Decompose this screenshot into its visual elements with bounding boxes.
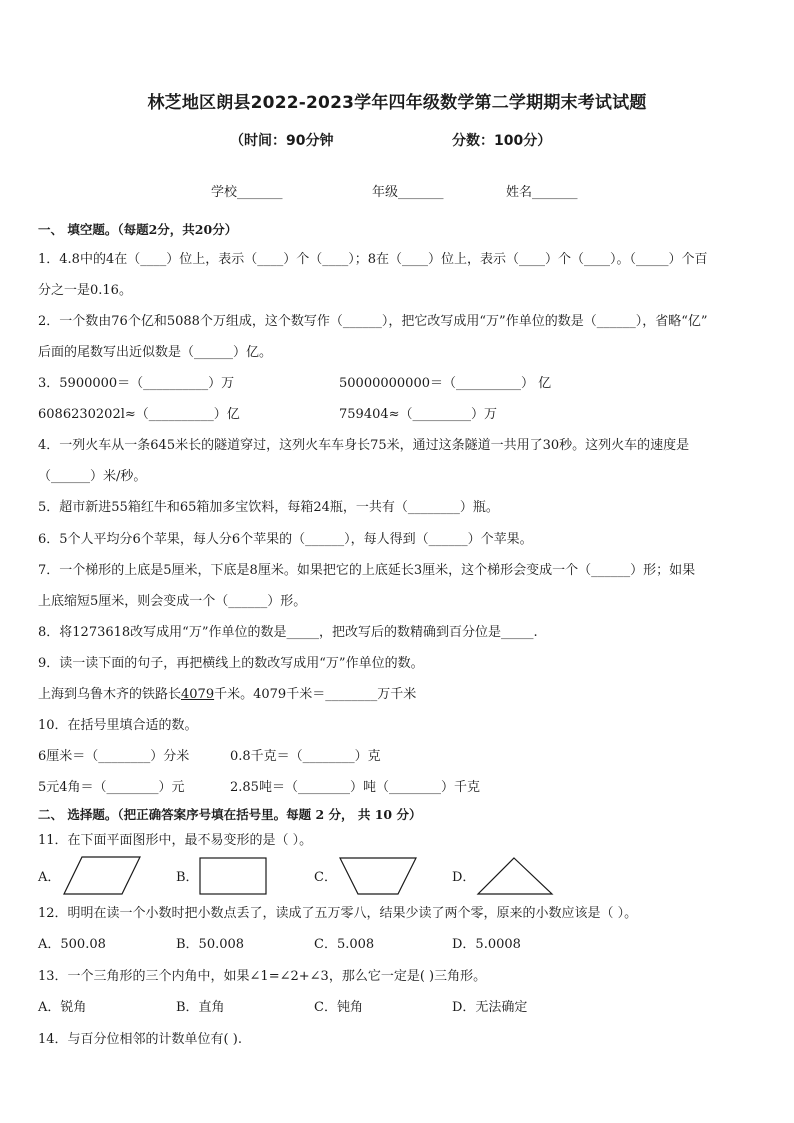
question-12: 12．明明在读一个小数时把小数点丢了，读成了五万零八，结果少读了两个零，原来的小数应该是（ ）。: [38, 906, 638, 921]
question-11-option-d: D．: [452, 870, 476, 885]
question-1-line-1: 1．4.8中的4在（____）位上，表示（____）个（____）；8在（____）位上，表示（____）个（____）。（_____）个百: [38, 252, 708, 267]
question-1-line-2: 分之一是0.16。: [38, 283, 132, 298]
question-3-item-b: 50000000000＝（__________） 亿: [339, 376, 552, 391]
question-9-line-2: [38, 686, 416, 704]
question-9-line-1: 9．读一读下面的句子，再把横线上的数改写成用“万”作单位的数。: [38, 656, 424, 671]
question-12-option-b: B．50.008: [176, 937, 245, 952]
question-12-option-a: A．500.08: [38, 937, 106, 952]
question-2-line-1: 2．一个数由76个亿和5088个万组成，这个数写作（______），把它改写成用“万”作单位的数是（______），省略“亿”: [38, 314, 708, 329]
question-10-item-a: 6厘米＝（________）分米: [38, 749, 190, 764]
triangle-shape: [474, 855, 556, 897]
section-heading-multiple-choice: 二、 选择题。（把正确答案序号填在括号里。每题 2 分， 共 10 分）: [38, 807, 422, 822]
question-10-item-d: 2.85吨＝（________）吨（________）千克: [230, 780, 480, 795]
question-4-line-2: （______）米/秒。: [38, 469, 147, 484]
school-field: 学校_______: [211, 185, 283, 200]
question-7-line-1: 7．一个梯形的上底是5厘米，下底是8厘米。如果把它的上底延长3厘米，这个梯形会变成一个（______）形；如果: [38, 563, 696, 578]
question-12-option-d: D．5.0008: [452, 937, 521, 952]
question-13-option-a: A．锐角: [38, 1000, 87, 1015]
question-5: 5．超市新进55箱红牛和65箱加多宝饮料，每箱24瓶，一共有（________）瓶。: [38, 500, 499, 515]
rectangle-shape: [198, 856, 270, 896]
question-8: 8．将1273618改写成用“万”作单位的数是_____，把改写后的数精确到百分位是_____.: [38, 625, 538, 640]
question-11-option-b: B．: [176, 870, 199, 885]
question-6: 6．5个人平均分6个苹果，每人分6个苹果的（______），每人得到（______）个苹果。: [38, 532, 533, 547]
question-3-item-c: 6086230202l≈（__________）亿: [38, 407, 240, 422]
question-13: 13．一个三角形的三个内角中，如果∠1=∠2+∠3，那么它一定是( )三角形。: [38, 969, 487, 984]
page-title: 林芝地区朗县2022-2023学年四年级数学第二学期期末考试试题: [147, 93, 647, 113]
question-9-text-after: 千米。4079千米＝________万千米: [214, 687, 417, 702]
question-14: 14．与百分位相邻的计数单位有( ).: [38, 1032, 242, 1047]
question-12-option-c: C．5.008: [314, 937, 375, 952]
parallelogram-shape: [60, 855, 144, 897]
question-10-item-c: 5元4角＝（________）元: [38, 780, 185, 795]
question-4-line-1: 4．一列火车从一条645米长的隧道穿过，这列火车车身长75米，通过这条隧道一共用了30秒。这列火车的速度是: [38, 438, 690, 453]
time-label: （时间：90分钟: [230, 133, 334, 149]
grade-field: 年级_______: [372, 185, 444, 200]
question-10-item-b: 0.8千克＝（________）克: [230, 749, 381, 764]
question-11: 11．在下面平面图形中，最不易变形的是（ ）。: [38, 833, 313, 848]
question-11-option-a: A．: [38, 870, 61, 885]
trapezoid-shape: [336, 855, 420, 897]
score-label: 分数：100分）: [452, 133, 552, 149]
question-13-option-d: D．无法确定: [452, 1000, 528, 1015]
name-field: 姓名_______: [506, 185, 578, 200]
question-9-underlined-number: 4079: [181, 687, 215, 702]
section-heading-fill-in: 一、 填空题。（每题2分，共20分）: [38, 222, 238, 237]
question-10-line-1: 10．在括号里填合适的数。: [38, 718, 198, 733]
question-11-option-c: C．: [314, 870, 337, 885]
question-3-item-a: 3．5900000＝（__________）万: [38, 376, 235, 391]
question-2-line-2: 后面的尾数写出近似数是（______）亿。: [38, 345, 273, 360]
question-9-text-before: 上海到乌鲁木齐的铁路长: [38, 687, 182, 702]
question-13-option-b: B．直角: [176, 1000, 225, 1015]
question-13-option-c: C．钝角: [314, 1000, 363, 1015]
question-7-line-2: 上底缩短5厘米，则会变成一个（______）形。: [38, 594, 307, 609]
question-3-item-d: 759404≈（_________）万: [339, 407, 498, 422]
